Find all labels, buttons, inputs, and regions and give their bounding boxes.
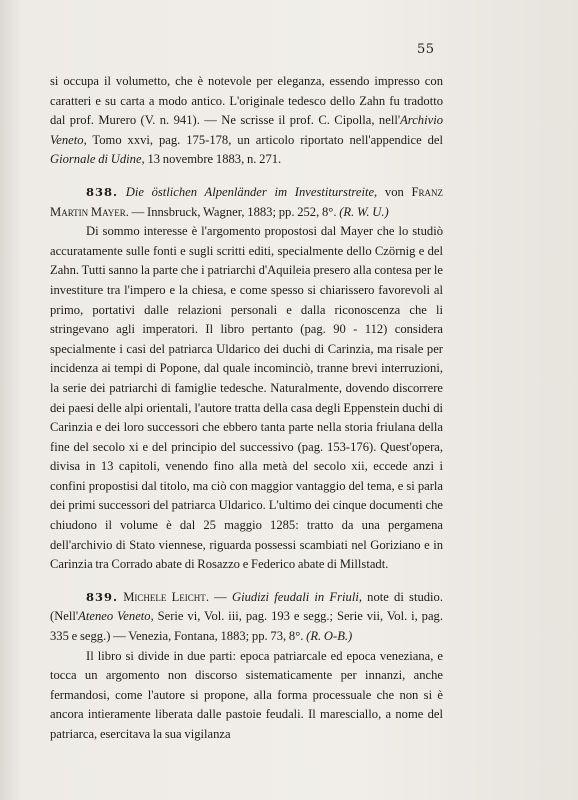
entry-number: 839. [86,589,119,604]
entry-author: Franz Martin Mayer [50,184,443,219]
journal-title: Giornale di Udine [50,152,142,167]
entry-title: Giudizi feudali in Friuli, [231,589,362,604]
entry-839-heading [50,588,443,647]
intro-text: , 13 novembre 1883, n. 271. [141,152,282,167]
intro-paragraph [50,72,443,170]
journal-title: Archivio Veneto [50,113,443,147]
intro-text: si occupa il volumetto, che è notevole per eleganza, essendo impresso con caratteri e su carta a modo antico. L'originale tedesco dello Zahn fu tradotto dal prof. Murero (V. n. 941). — Ne scrisse il prof. C. Cipolla, nell' [50,74,443,128]
entry-838-body: Di sommo interesse è l'argomento propostosi dal Mayer che lo studiò accuratamente sulle fonti e sugli scritti editi, specialmente dello Czörnig e del Zahn. Tutti sanno la parte che i patriarchi d'Aquileia presero alla contesa per le investiture tra l'impero e la chiesa, e come spesso si chiarissero favorevoli al primo, portativi dalle relazioni personali e dalla riconoscenza che li stringevano agli imperatori. Il libro pertanto (pag. 90 - 112) considera specialmente i casi del patriarca Uldarico dei duchi di Carinzia, ma risale per incidenza ai tempi di Popone, dal quale incominciò, tranne brevi interruzioni, la serie dei patriarchi di famiglie tedesche. Naturalmente, dovendo discorrere dei paesi delle alpi orientali, l'autore tratta della casa degli Eppenstein duchi di Carinzia e dei loro successori che ebbero tanta parte nella storia friulana della fine del secolo xi e del principio del successivo (pag. 153-176). Quest'opera, divisa in 13 capitoli, venendo fino alla metà del secolo xii, eccede anzi i confini propostisi dal titolo, ma ciò con maggior vantaggio del tema, e si parla dei primi successori del patriarca Uldarico. L'ultimo dei cinque documenti che chiudono il volume è dal 25 maggio 1285: tratto da una pergamena dell'archivio di Stato viennese, riguarda possessi scambiati nel Goriziano e in Carinzia tra Corrado abate di Rosazzo e Federico abate di Millstadt. [50,224,443,572]
entry-text: . — [205,589,232,604]
entry-author: Michele Leicht [123,589,206,604]
entry-publication: note di studio. (Nell' [50,589,443,624]
intro-text: , Tomo xxvi, pag. 175-178, un articolo riportato nell'appendice del [83,132,443,147]
reviewer-initials: (R. W. U.) [339,204,389,219]
entry-838-heading [50,183,443,222]
entry-title: Die östlichen Alpenländer im Investiturstreite, [125,184,378,199]
entry-839-body: Il libro si divide in due parti: epoca patriarcale ed epoca veneziana, e tocca un argomento non discorso sistematicamente per innanzi, anche fermandosi, come l'autore si propone, alla forma processuale che non si è ancora intieramente liberata dalle pastoie feudali. Il maresciallo, a nome del patriarca, esercitava la sua vigilanza [50,648,443,741]
page-number: 55 [417,42,435,57]
page-text [50,72,443,745]
entry-publication: . — Innsbruck, Wagner, 1883; pp. 252, 8°. [125,204,340,219]
journal-title: Ateneo Veneto [78,609,151,624]
entry-text: von [377,184,412,199]
reviewer-initials: (R. O-B.) [306,629,353,644]
entry-number: 838. [86,184,119,199]
entry-publication: , Serie vi, Vol. iii, pag. 193 e segg.; Serie vii, Vol. i, pag. 335 e segg.) — Venezia, Fontana, 1883; pp. 73, 8°. [50,609,443,644]
